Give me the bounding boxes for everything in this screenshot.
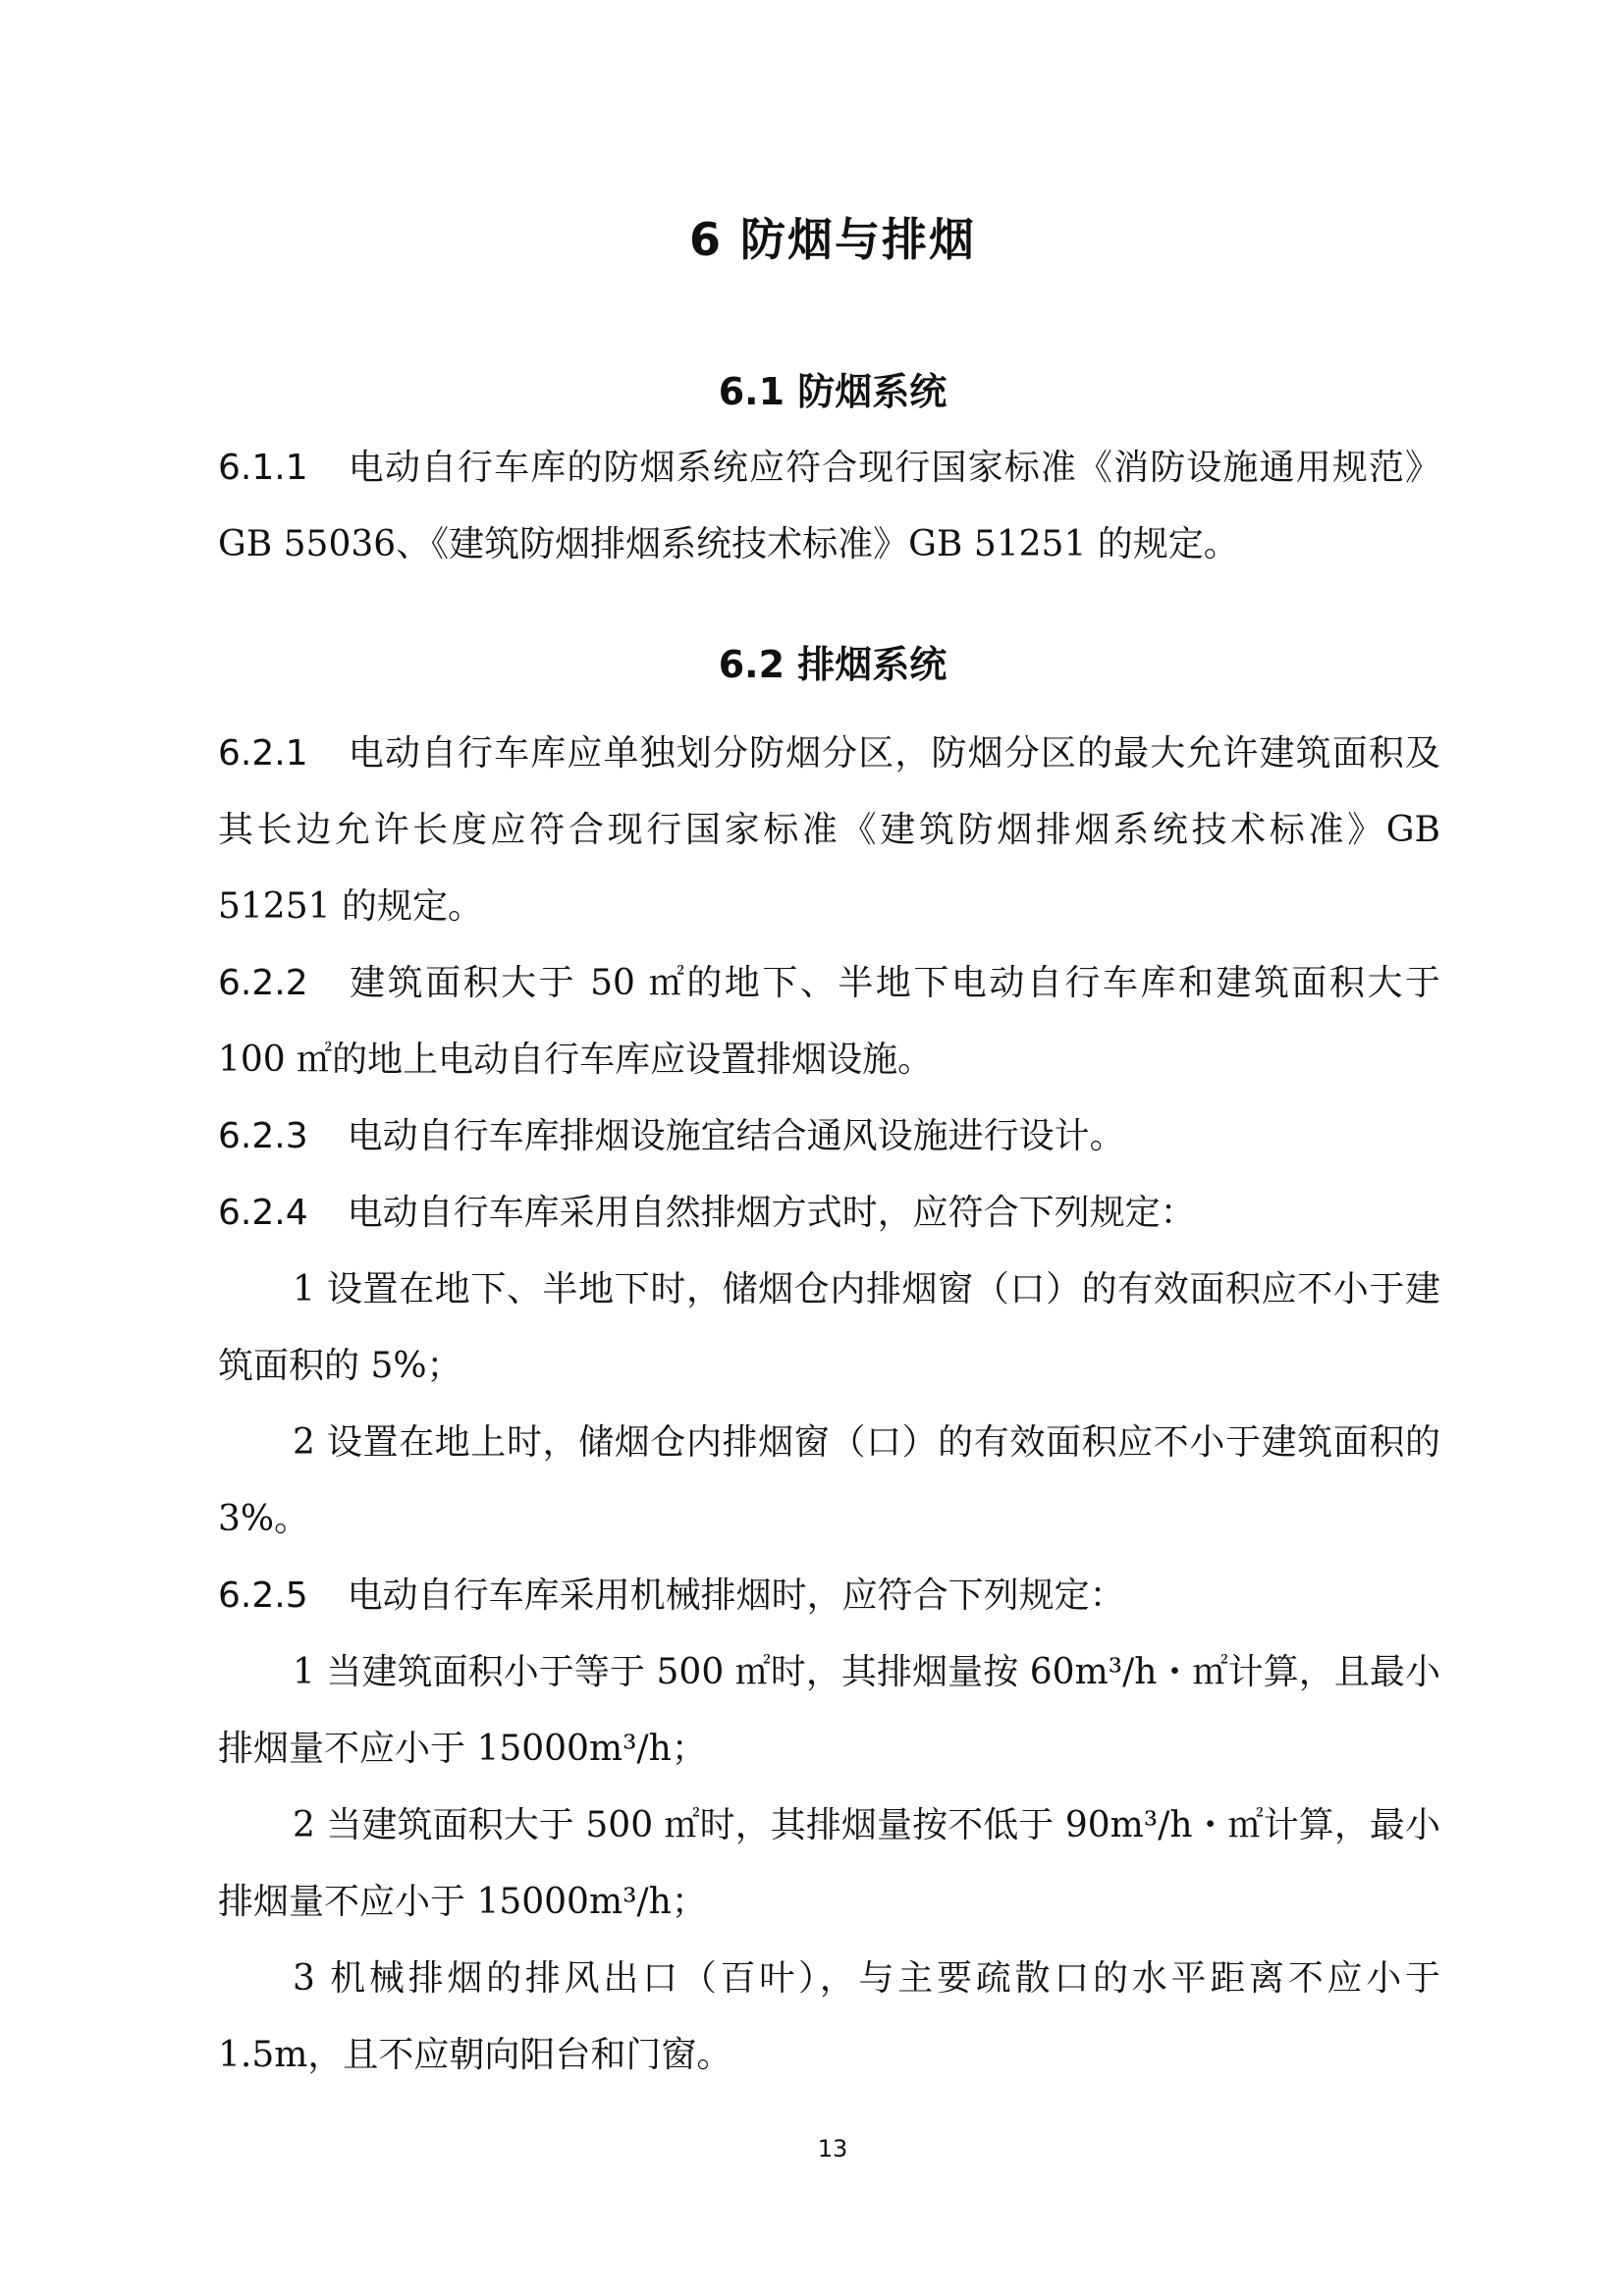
clause-6-2-4-item-2: 2 设置在地上时，储烟仓内排烟窗（口）的有效面积应不小于建筑面积的 3%。 — [218, 1422, 1440, 1539]
clause-number: 6.2.1 — [218, 733, 308, 774]
page-number: 13 — [817, 2135, 848, 2163]
clause-6-2-2 — [218, 945, 1440, 1098]
clause-6-2-5 — [218, 1558, 1440, 1634]
section-6-2-body — [218, 716, 1440, 2094]
clause-6-2-5-item-3: 3 机械排烟的排风出口（百叶），与主要疏散口的水平距离不应小于 1.5m，且不应朝向阳台和门窗。 — [218, 1958, 1440, 2075]
section-title-6-1: 6.1 防烟系统 — [718, 370, 947, 413]
clause-6-2-4 — [218, 1175, 1440, 1252]
clause-number: 6.2.2 — [218, 963, 308, 1003]
section-6-1-body — [218, 430, 1440, 583]
clause-text: 电动自行车库采用机械排烟时，应符合下列规定： — [347, 1575, 1125, 1616]
clause-text: 电动自行车库应单独划分防烟分区，防烟分区的最大允许建筑面积及其长边允许长度应符合现行国家标准《建筑防烟排烟系统技术标准》GB 51251 的规定。 — [218, 733, 1440, 927]
clause-6-2-1 — [218, 716, 1440, 945]
section-title-6-2: 6.2 排烟系统 — [718, 643, 947, 686]
clause-number: 6.2.3 — [218, 1116, 308, 1156]
clause-text: 电动自行车库的防烟系统应符合现行国家标准《消防设施通用规范》GB 55036、《建筑防烟排烟系统技术标准》GB 51251 的规定。 — [218, 448, 1440, 564]
clause-number: 6.1.1 — [218, 448, 308, 488]
clause-6-2-5-item-1: 1 当建筑面积小于等于 500 ㎡时，其排烟量按 60m³/h・㎡计算，且最小排烟量不应小于 15000m³/h； — [218, 1652, 1440, 1769]
clause-6-2-5-item-2: 2 当建筑面积大于 500 ㎡时，其排烟量按不低于 90m³/h・㎡计算，最小排烟量不应小于 15000m³/h； — [218, 1805, 1440, 1922]
clause-number: 6.2.4 — [218, 1193, 308, 1233]
clause-text: 建筑面积大于 50 ㎡的地下、半地下电动自行车库和建筑面积大于 100 ㎡的地上电动自行车库应设置排烟设施。 — [218, 963, 1440, 1080]
clause-6-2-3 — [218, 1098, 1440, 1175]
clause-6-2-4-item-1: 1 设置在地下、半地下时，储烟仓内排烟窗（口）的有效面积应不小于建筑面积的 5%； — [218, 1269, 1440, 1386]
clause-text: 电动自行车库采用自然排烟方式时，应符合下列规定： — [347, 1193, 1196, 1233]
clause-6-1-1 — [218, 430, 1440, 583]
clause-number: 6.2.5 — [218, 1575, 308, 1616]
clause-text: 电动自行车库排烟设施宜结合通风设施进行设计。 — [347, 1116, 1125, 1156]
chapter-title: 6 防烟与排烟 — [688, 213, 977, 266]
